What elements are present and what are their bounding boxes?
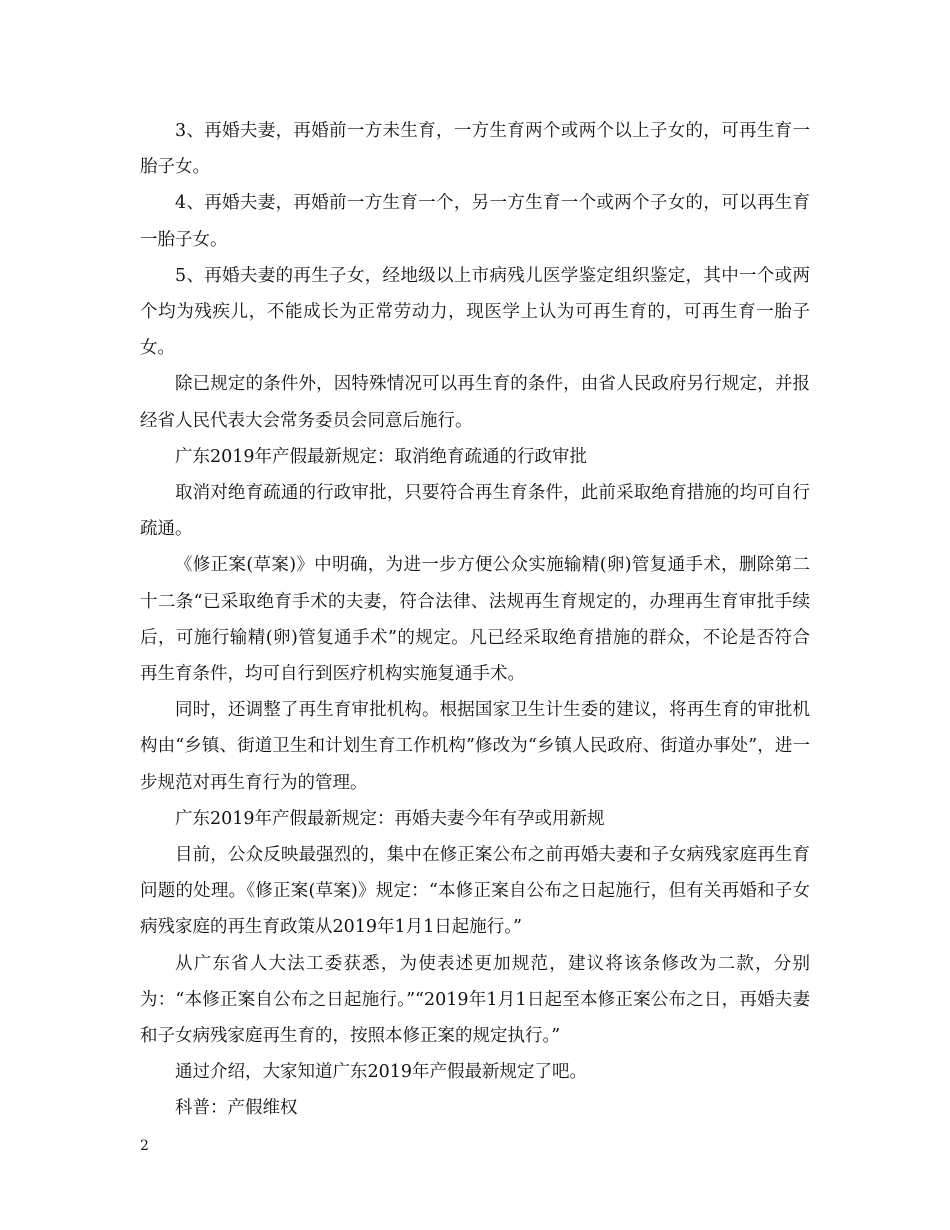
paragraph-public-concern: 目前，公众反映最强烈的，集中在修正案公布之前再婚夫妻和子女病残家庭再生育问题的处理。《修正案(草案)》规定：“本修正案自公布之日起施行，但有关再婚和子女病残家庭的再生育政策从2019年1月1日起施行。” (140, 845, 810, 938)
paragraph-popular-science-heading: 科普：产假维权 (175, 1098, 298, 1119)
paragraph-remarried-rule-4: 4、再婚夫妻，再婚前一方生育一个，另一方生育一个或两个子女的，可以再生育一胎子女。 (140, 193, 810, 250)
section-heading-sterilization-reversal: 广东2019年产假最新规定：取消绝育疏通的行政审批 (175, 446, 588, 467)
paragraph-legislative-revision: 从广东省人大法工委获悉，为使表述更加规范，建议将该条修改为二款，分别为：“本修正案自公布之日起施行。”“2019年1月1日起至本修正案公布之日，再婚夫妻和子女病残家庭再生育的，按照本修正案的规定执行。” (140, 953, 810, 1047)
paragraph-cancel-approval: 取消对绝育疏通的行政审批，只要符合再生育条件，此前采取绝育措施的均可自行疏通。 (140, 483, 810, 540)
section-heading-new-rules-remarried: 广东2019年产假最新规定：再婚夫妻今年有孕或用新规 (175, 808, 605, 829)
paragraph-approval-agency: 同时，还调整了再生育审批机构。根据国家卫生计生委的建议，将再生育的审批机构由“乡镇、街道卫生和计划生育工作机构”修改为“乡镇人民政府、街道办事处”，进一步规范对再生育行为的管理。 (140, 700, 810, 793)
paragraph-remarried-rule-3: 3、再婚夫妻，再婚前一方未生育，一方生育两个或两个以上子女的，可再生育一胎子女。 (140, 121, 810, 178)
page-number: 2 (140, 1138, 149, 1154)
paragraph-special-conditions: 除已规定的条件外，因特殊情况可以再生育的条件，由省人民政府另行规定，并报经省人民代表大会常务委员会同意后施行。 (140, 374, 810, 431)
document-body (140, 113, 810, 1127)
paragraph-remarried-rule-5: 5、再婚夫妻的再生子女，经地级以上市病残儿医学鉴定组织鉴定，其中一个或两个均为残疾儿，不能成长为正常劳动力，现医学上认为可再生育的，可再生育一胎子女。 (140, 265, 810, 359)
paragraph-amendment-draft: 《修正案(草案)》中明确，为进一步方便公众实施输精(卵)管复通手术，删除第二十二条“已采取绝育手术的夫妻，符合法律、法规再生育规定的，办理再生育审批手续后，可施行输精(卵)管复通手术”的规定。凡已经采取绝育措施的群众，不论是否符合再生育条件，均可自行到医疗机构实施复通手术。 (140, 555, 810, 685)
paragraph-summary: 通过介绍，大家知道广东2019年产假最新规定了吧。 (175, 1062, 588, 1083)
